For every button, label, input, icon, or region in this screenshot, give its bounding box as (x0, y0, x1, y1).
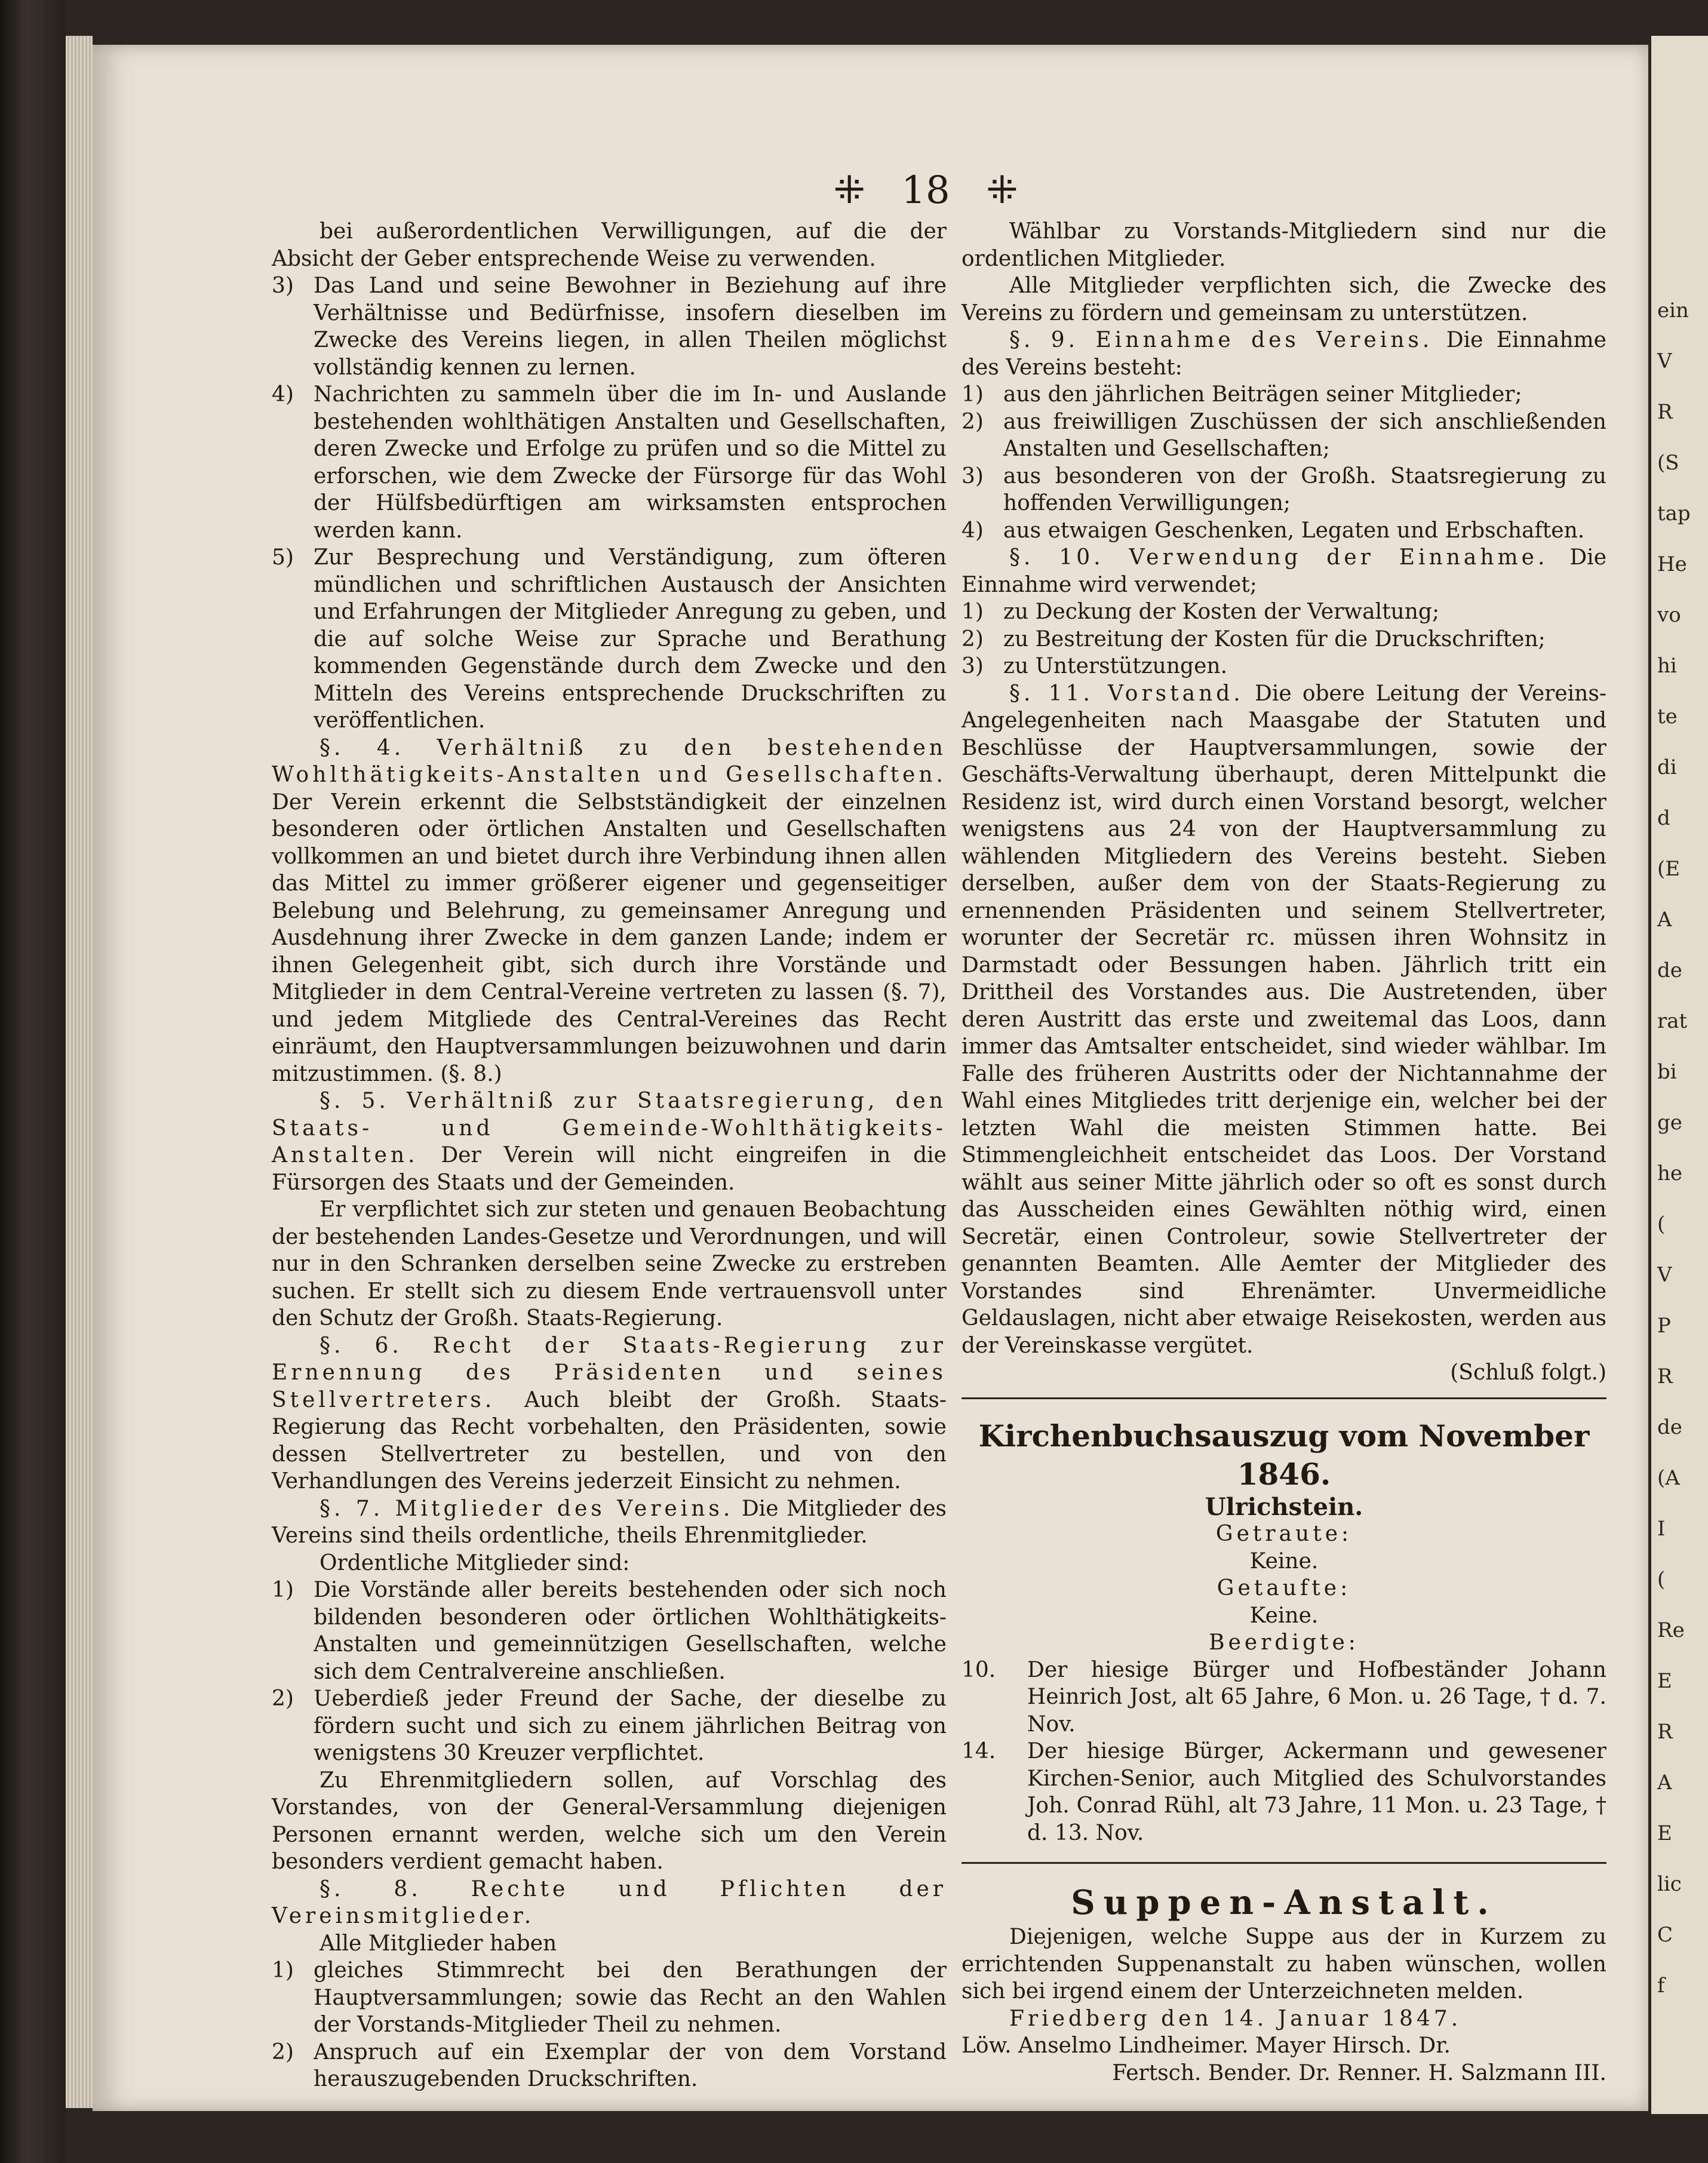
list-item: 1) zu Deckung der Kosten der Verwaltung; (961, 600, 1440, 624)
suppen-anstalt-title: Suppen-Anstalt. (1071, 1883, 1497, 1922)
list-item: 5) Zur Besprechung und Verständigung, zum öfteren mündlichen und schriftlichen Austausch der Ansichten und Erfahrungen der Mitglieder Anregung zu geben, und die auf solche Weise zur Sprache und Berathung kommenden Gegenstände durch dem Zwecke und den Mitteln des Vereins entsprechende Druckschriften zu veröffentlichen. (272, 545, 947, 733)
paragraph: Ordentliche Mitglieder sind: (320, 1550, 630, 1575)
section-heading: §. 7. Mitglieder des Vereins. (320, 1496, 734, 1521)
list-item: 1) Die Vorstände aller bereits bestehenden oder sich noch bildenden besonderen oder örtlichen Wohlthätigkeits-Anstalten und gemeinnützigen Gesellschaften, welche sich dem Centralvereine anschließen. (272, 1578, 947, 1684)
next-page-fragment: lic (1657, 1872, 1682, 1896)
date-line: Friedberg den 14. Januar 1847. (1009, 2006, 1462, 2031)
next-page-fragment: de (1657, 1415, 1682, 1439)
signatories: Fertsch. Bender. Dr. Renner. H. Salzmann III. (1112, 2060, 1606, 2085)
section-6: §. 6. Recht der Staats-Regierung zur Ernennung des Präsidenten und seines Stellvertreters. Auch bleibt der Großh. Staats-Regierung das Recht vorbehalten, den Präsidenten, sowie dessen Stellvertreter zu bestellen, und von den Verhandlungen des Vereins jederzeit Einsicht zu nehmen. (272, 1333, 947, 1494)
paragraph: Er verpflichtet sich zur steten und genauen Beobachtung der bestehenden Landes-Gesetze und Verordnungen, und will nur in den Schranken derselben seine Zwecke zu erstreben suchen. Er stellt sich zu diesem Ende vertrauensvoll unter den Schutz der Großh. Staats-Regierung. (272, 1197, 947, 1331)
next-page-fragment: R (1657, 1720, 1673, 1744)
paragraph: Wählbar zu Vorstands-Mitgliedern sind nur die ordentlichen Mitglieder. (961, 219, 1606, 271)
list-item: 3) aus besonderen von der Großh. Staatsregierung zu hoffenden Verwilligungen; (961, 463, 1606, 515)
next-page-fragment: d (1657, 806, 1670, 830)
ornament-right: ⁜ (986, 168, 1018, 213)
next-page-fragment: di (1657, 755, 1677, 779)
next-page-fragment: (E (1657, 857, 1681, 881)
list-item: 1) gleiches Stimmrecht bei den Berathungen der Hauptversammlungen; sowie das Recht an den Wahlen der Vorstands-Mitglieder Theil zu nehmen. (272, 1958, 947, 2037)
next-page-fragment: V (1657, 1263, 1672, 1287)
list-item: 4) Nachrichten zu sammeln über die im In- und Auslande bestehenden wohlthätigen Anstalten und Gesellschaften, deren Zwecke und Erfolge zu prüfen und so die Mittel zu erforschen, wie dem Zwecke der Fürsorge für das Wohl der Hülfsbedürftigen am wirksamsten entsprochen werden kann. (272, 382, 947, 543)
list-item: 3) zu Unterstützungen. (961, 654, 1228, 678)
paragraph: Diejenigen, welche Suppe aus der in Kurzem zu errichtenden Suppenanstalt zu haben wünschen, wollen sich bei irgend einem der Unterzeichneten melden. (961, 1925, 1606, 2004)
next-page-fragment: A (1657, 908, 1672, 932)
category-beerdigte: Beerdigte: (1209, 1630, 1359, 1655)
section-heading: §. 11. Vorstand. (1009, 681, 1244, 706)
next-page-fragment: Re (1657, 1618, 1685, 1642)
section-heading: §. 10. Verwendung der Einnahme. (1009, 545, 1549, 570)
next-page-fragment: (S (1657, 451, 1679, 475)
list-item: 2) aus freiwilligen Zuschüssen der sich anschließenden Anstalten und Gesellschaften; (961, 409, 1606, 461)
next-page-fragment: (A (1657, 1466, 1680, 1490)
ornament-left: ⁜ (833, 168, 865, 213)
list-item: 2) zu Bestreitung der Kosten für die Druckschriften; (961, 626, 1546, 652)
burial-entry: 10. Der hiesige Bürger und Hofbeständer Johann Heinrich Jost, alt 65 Jahre, 6 Mon. u. 26 Tage, † d. 7. Nov. (961, 1657, 1606, 1737)
section-10: §. 10. Verwendung der Einnahme. Die Einnahme wird verwendet; (961, 545, 1606, 597)
next-page-fragment: f (1657, 1974, 1665, 1998)
next-page-fragment: P (1657, 1314, 1671, 1338)
next-page-fragment: te (1657, 705, 1678, 729)
list-item: 3) Das Land und seine Bewohner in Beziehung auf ihre Verhältnisse und Bedürfnisse, insofern dieselben im Zwecke des Vereins liegen, in allen Theilen möglichst vollständig kennen zu lernen. (272, 274, 947, 380)
section-5: §. 5. Verhältniß zur Staatsregierung, den Staats- und Gemeinde-Wohlthätigkeits-Anstalten. Der Verein will nicht eingreifen in die Fürsorgen des Staats und der Gemeinden. (272, 1089, 947, 1195)
section-heading: §. 9. Einnahme des Vereins. (1009, 328, 1433, 352)
next-page-fragment: A (1657, 1771, 1672, 1795)
paragraph: Zu Ehrenmitgliedern sollen, auf Vorschlag des Vorstandes, von der General-Versammlung diejenigen Personen ernannt werden, welche sich um den Verein besonders verdient gemacht haben. (272, 1768, 947, 1874)
section-heading: §. 6. Recht der Staats-Regierung zur Ernennung des Präsidenten und seines Stellvertreters. (272, 1333, 947, 1412)
next-page-fragment: I (1657, 1517, 1666, 1541)
kirchenbuch-title: Kirchenbuchsauszug vom November 1846. (978, 1418, 1590, 1492)
category-getaufte: Getaufte: (1217, 1576, 1351, 1600)
category-getraute: Getraute: (1215, 1522, 1353, 1546)
section-8 (272, 1876, 947, 1930)
paragraph: Alle Mitglieder haben (320, 1931, 557, 1956)
next-page-fragment: R (1657, 1365, 1673, 1388)
value-keine: Keine. (1249, 1603, 1319, 1628)
next-page-sliver (1651, 36, 1708, 2114)
next-page-fragment: hi (1657, 654, 1677, 678)
paragraph: Alle Mitglieder verpflichten sich, die Zwecke des Vereins zu fördern und gemeinsam zu unterstützen. (961, 274, 1606, 325)
next-page-fragment: tap (1657, 502, 1691, 526)
next-page-fragment: E (1657, 1669, 1672, 1693)
next-page-fragment: ein (1657, 299, 1689, 322)
continuation-note: (Schluß folgt.) (1450, 1360, 1606, 1385)
section-4: §. 4. Verhältniß zu den bestehenden Wohlthätigkeits-Anstalten und Gesellschaften. Der Verein erkennt die Selbstständigkeit der einzelnen besonderen oder örtlichen Anstalten und Gesellschaften vollkommen an und bietet durch ihre Verbindung ihnen allen das Mittel zu immer größerer eigener und gegenseitiger Belebung und Belehrung, zu gemeinsamer Anregung und Ausdehnung ihrer Zwecke in dem ganzen Lande; indem er ihnen Gelegenheit gibt, sich durch ihre Vorstände und Mitglieder in dem Central-Vereine vertreten zu lassen (§. 7), und jedem Mitgliede des Central-Vereines das Recht einräumt, den Hauptversammlungen beizuwohnen und darin mitzustimmen. (§. 8.) (272, 735, 947, 1086)
next-page-fragment: C (1657, 1923, 1673, 1947)
list-item: 2) Ueberdieß jeder Freund der Sache, der dieselbe zu fördern sucht und sich zu einem jährlichen Beitrag von wenigstens 30 Kreuzer verpflichtet. (272, 1686, 947, 1765)
list-item: 2) Anspruch auf ein Exemplar der von dem Vorstand herauszugebenden Druckschriften. (272, 2039, 947, 2091)
section-heading: §. 5. Verhältniß zur Staatsregierung, den Staats- und Gemeinde-Wohlthätigkeits-Anstalten. (272, 1089, 947, 1167)
kirchenbuch-place: Ulrichstein. (1205, 1492, 1363, 1521)
next-page-fragment: de (1657, 958, 1682, 982)
section-7: §. 7. Mitglieder des Vereins. Die Mitglieder des Vereins sind theils ordentliche, theils Ehrenmitglieder. (272, 1496, 947, 1548)
burial-entry: 14. Der hiesige Bürger, Ackermann und gewesener Kirchen-Senior, auch Mitglied des Schulvorstandes Joh. Conrad Rühl, alt 73 Jahre, 11 Mon. u. 23 Tage, † d. 13. Nov. (961, 1739, 1606, 1845)
page-edges (66, 36, 93, 2108)
section-heading: §. 4. Verhältniß zu den bestehenden Wohlthätigkeits-Anstalten und Gesellschaften. (272, 735, 947, 787)
next-page-fragment: ( (1657, 1568, 1666, 1591)
next-page-fragment: he (1657, 1162, 1683, 1185)
list-item: 4) aus etwaigen Geschenken, Legaten und Erbschaften. (961, 518, 1585, 543)
page-number-value: 18 (901, 168, 950, 213)
divider (961, 1397, 1606, 1399)
right-column (961, 218, 1606, 2087)
section-11: §. 11. Vorstand. Die obere Leitung der Vereins-Angelegenheiten nach Maasgabe der Statuten und Beschlüsse der Hauptversammlungen, sowie der Geschäfts-Verwaltung überhaupt, deren Mittelpunkt die Residenz ist, wird durch einen Vorstand besorgt, welcher wenigstens aus 24 von der Hauptversammlung zu wählenden Mitgliedern des Vereins besteht. Sieben derselben, außer dem von der Staats-Regierung zu ernennenden Präsidenten und seinem Stellvertreter, worunter der Secretär rc. müssen ihren Wohnsitz in Darmstadt oder Bessungen haben. Jährlich tritt ein Drittheil des Vorstandes aus. Die Austretenden, über deren Austritt das erste und zweitemal das Loos, dann immer das Amtsalter entscheidet, sind wieder wählbar. Im Falle des früheren Austritts oder der Nichtannahme der Wahl eines Mitgliedes tritt derjenige ein, welcher bei der letzten Wahl die meisten Stimmen hatte. Bei Stimmengleichheit entscheidet das Loos. Der Vorstand wählt aus seiner Mitte jährlich oder so oft es sonst durch das Ausscheiden eines Gewählten nöthig wird, einen Secretär, einen Controleur, sowie Stellvertreter der genannten Beamten. Alle Aemter der Mitglieder des Vorstandes sind Ehrenämter. Unvermeidliche Geldauslagen, nicht aber etwaige Reisekosten, werden aus der Vereinskasse vergütet. (961, 681, 1606, 1358)
next-page-fragment: rat (1657, 1009, 1688, 1033)
value-keine: Keine. (1249, 1548, 1319, 1574)
next-page-fragment: E (1657, 1821, 1672, 1845)
divider (961, 1862, 1606, 1864)
section-heading: §. 8. Rechte und Pflichten der Vereinsmitglieder. (272, 1876, 947, 1928)
paragraph: bei außerordentlichen Verwilligungen, auf die der Absicht der Geber entsprechende Weise zu verwenden. (272, 219, 947, 271)
next-page-fragment: V (1657, 349, 1672, 373)
next-page-fragment: vo (1657, 603, 1681, 627)
book-spine (0, 0, 66, 2163)
left-column (272, 218, 947, 2093)
signatories: Löw. Anselmo Lindheimer. Mayer Hirsch. Dr. (961, 2033, 1451, 2058)
next-page-fragment: R (1657, 400, 1673, 424)
page-number (824, 168, 1027, 213)
next-page-fragment: bi (1657, 1060, 1677, 1084)
next-page-fragment: ge (1657, 1111, 1682, 1135)
list-item: 1) aus den jährlichen Beiträgen seiner Mitglieder; (961, 382, 1522, 407)
next-page-fragment: He (1657, 552, 1687, 576)
section-9: §. 9. Einnahme des Vereins. Die Einnahme des Vereins besteht: (961, 328, 1606, 380)
next-page-fragment: ( (1657, 1212, 1666, 1236)
